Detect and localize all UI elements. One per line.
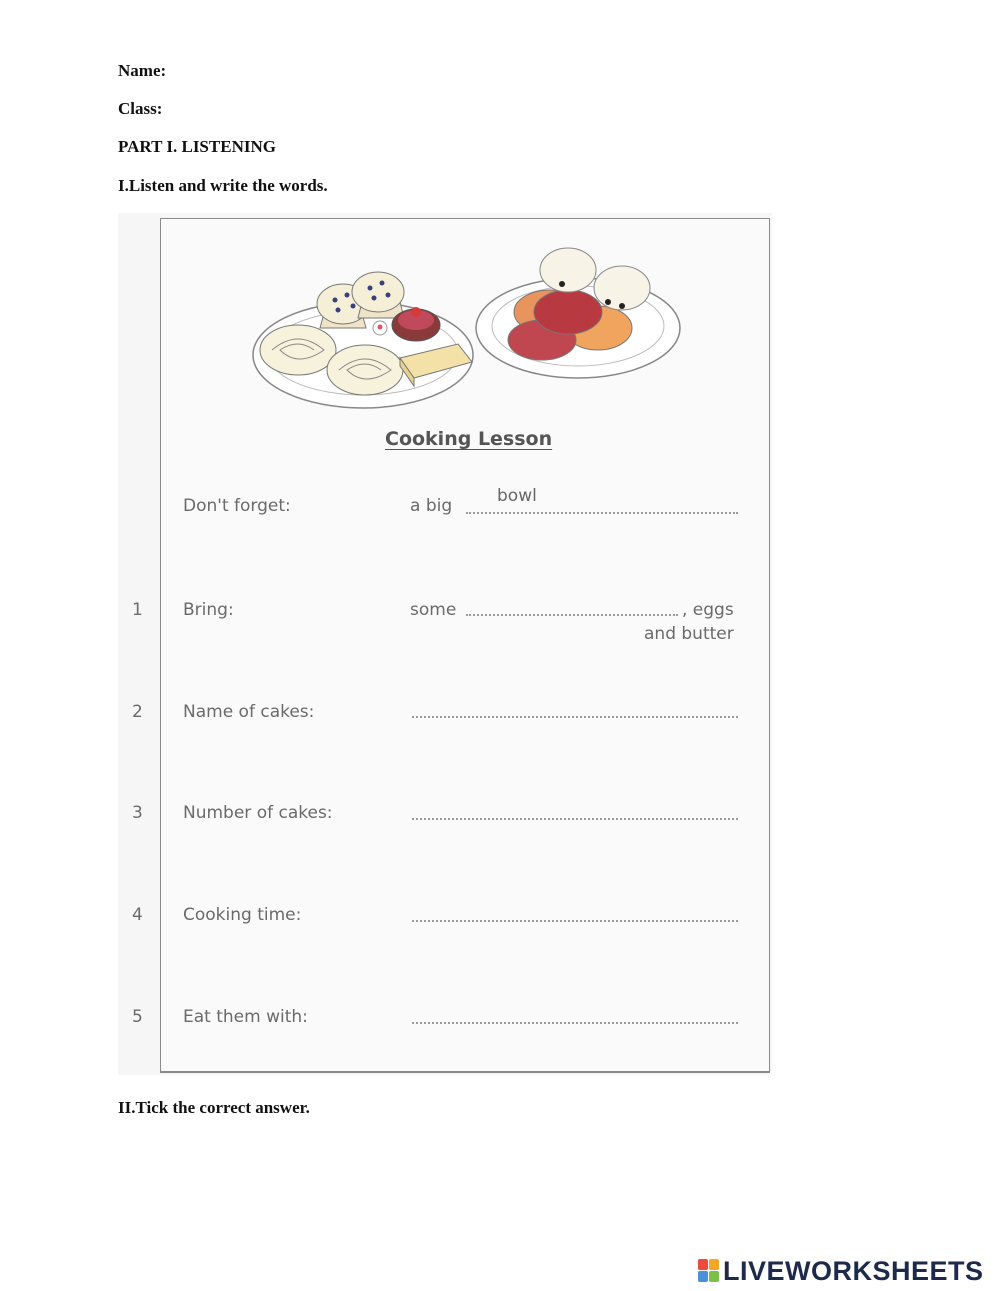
task2-instruction: II.Tick the correct answer. — [118, 1098, 310, 1117]
name-label: Name: — [118, 61, 167, 80]
answer-line-3[interactable] — [412, 818, 738, 820]
scones-biscuits-plate-icon — [476, 248, 680, 378]
cakes-plate-icon — [253, 272, 473, 408]
item-number-1: 1 — [132, 600, 143, 620]
answer-line-5[interactable] — [412, 1022, 738, 1024]
task1-instruction: I.Listen and write the words. — [118, 176, 328, 195]
part-title: PART I. LISTENING — [118, 137, 276, 156]
item-label-1: Bring: — [183, 600, 234, 620]
example-answer: bowl — [497, 486, 537, 506]
example-label: Don't forget: — [183, 496, 291, 516]
item-suffix2-1: and butter — [644, 624, 734, 644]
item-prefix-1: some — [410, 600, 457, 620]
item-number-4: 4 — [132, 905, 143, 925]
example-prefix: a big — [410, 496, 453, 516]
item-number-5: 5 — [132, 1007, 143, 1027]
liveworksheets-logo — [698, 1255, 984, 1287]
example-answer-line — [466, 512, 738, 514]
answer-line-4[interactable] — [412, 920, 738, 922]
worksheet-title: Cooking Lesson — [385, 428, 553, 450]
item-suffix-1: , eggs — [682, 600, 734, 620]
cakes-illustration — [250, 240, 690, 415]
answer-line-2[interactable] — [412, 716, 738, 718]
class-label: Class: — [118, 99, 163, 118]
logo-text: LIVEWORKSHEETS — [723, 1255, 984, 1286]
answer-line-1[interactable] — [466, 614, 678, 616]
item-label-5: Eat them with: — [183, 1007, 308, 1027]
item-label-2: Name of cakes: — [183, 702, 315, 722]
logo-blocks-icon — [698, 1259, 720, 1283]
item-number-2: 2 — [132, 702, 143, 722]
item-number-3: 3 — [132, 803, 143, 823]
item-label-3: Number of cakes: — [183, 803, 333, 823]
item-label-4: Cooking time: — [183, 905, 302, 925]
